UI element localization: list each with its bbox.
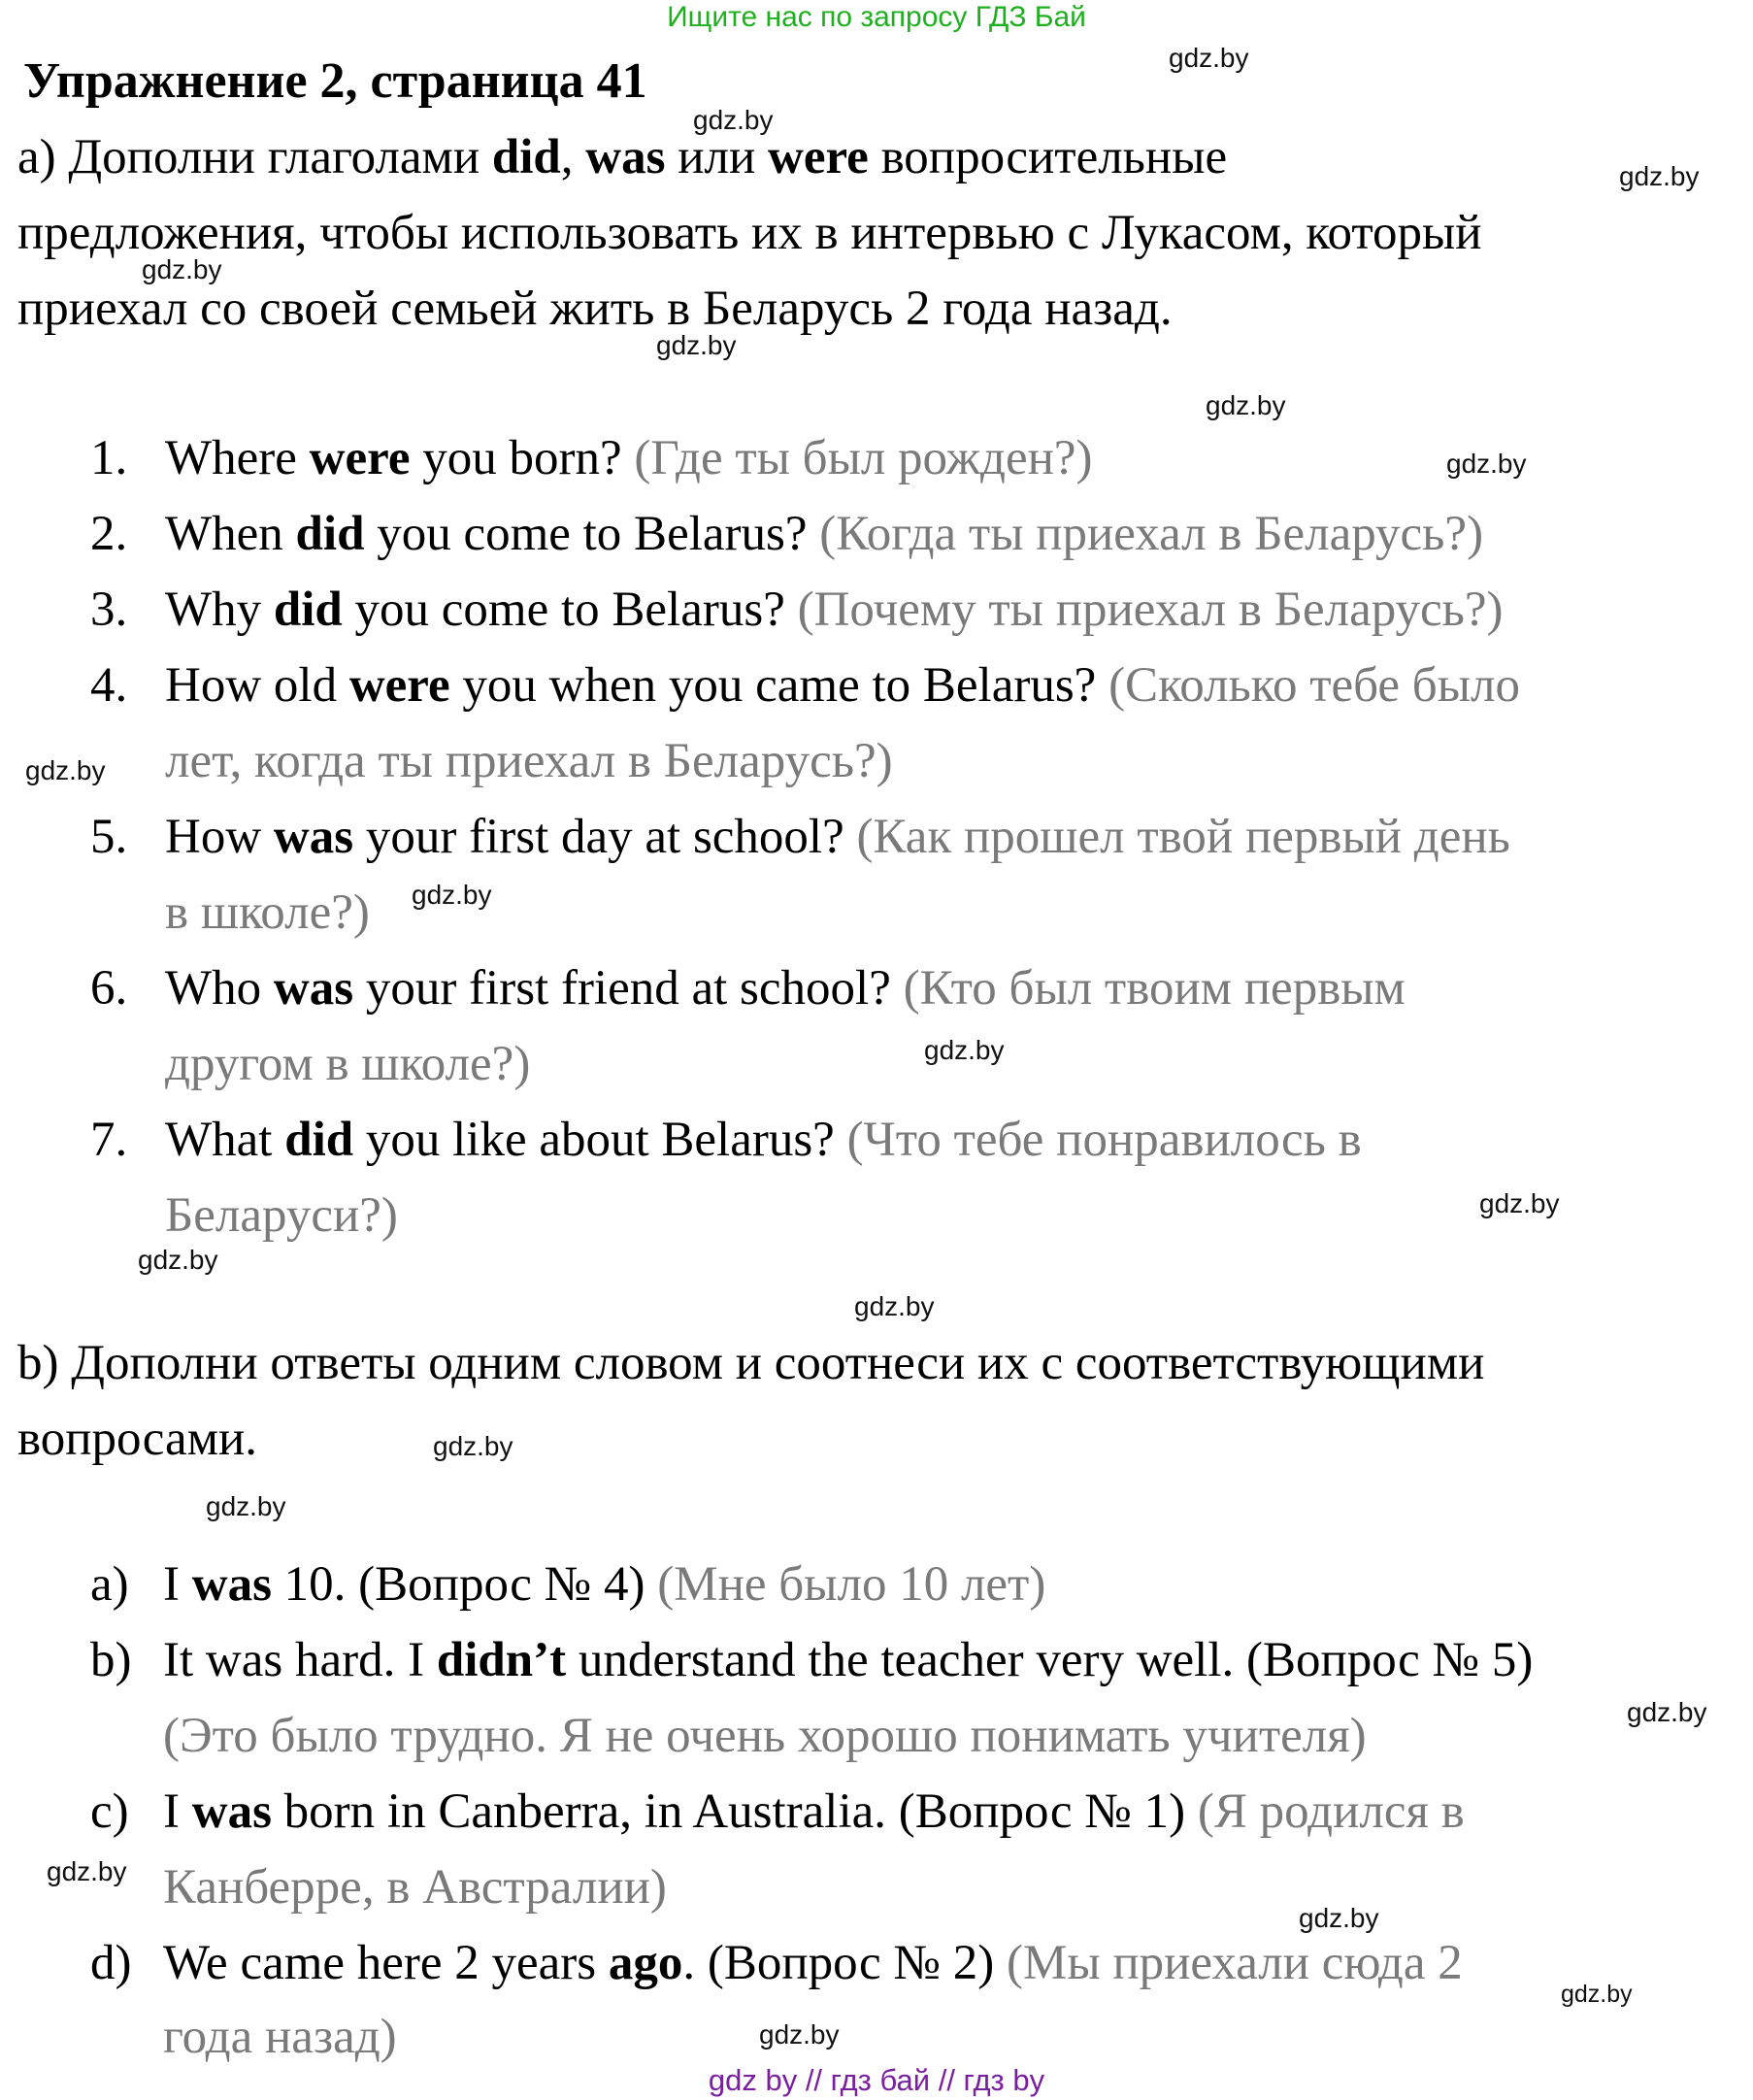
question-translation-cont: другом в школе?) bbox=[165, 1037, 531, 1091]
watermark: gdz.by bbox=[25, 755, 106, 785]
part-a-line-2: предложения, чтобы использовать их в интервью с Лукасом, который bbox=[17, 206, 1482, 260]
answer-letter: c) bbox=[90, 1784, 129, 1839]
question-item: How was your first day at school? (Как прошел твой первый день bbox=[165, 810, 1510, 864]
question-translation-cont: лет, когда ты приехал в Беларусь?) bbox=[165, 734, 893, 788]
question-number: 5. bbox=[90, 810, 128, 864]
answer-item: I was born in Canberra, in Australia. (Вопрос № 1) (Я родился в bbox=[163, 1784, 1465, 1839]
watermark: gdz.by bbox=[1299, 1903, 1379, 1933]
watermark: gdz.by bbox=[1206, 390, 1286, 420]
question-item: What did you like about Belarus? (Что тебе понравилось в bbox=[165, 1113, 1362, 1167]
footer-links[interactable]: gdz by // гдз бай // гдз by bbox=[708, 2063, 1045, 2097]
watermark: gdz.by bbox=[1627, 1697, 1707, 1727]
question-number: 7. bbox=[90, 1113, 128, 1167]
watermark: gdz.by bbox=[1619, 161, 1700, 191]
page-title: Упражнение 2, страница 41 bbox=[23, 53, 647, 109]
watermark: gdz.by bbox=[1479, 1188, 1560, 1218]
watermark: gdz.by bbox=[656, 330, 737, 360]
watermark: gdz.by bbox=[206, 1491, 286, 1521]
answer-letter: a) bbox=[90, 1557, 129, 1612]
question-item: Why did you come to Belarus? (Почему ты приехал в Беларусь?) bbox=[165, 583, 1504, 637]
watermark: gdz.by bbox=[1561, 1981, 1633, 2008]
question-number: 6. bbox=[90, 961, 128, 1016]
question-number: 3. bbox=[90, 583, 128, 637]
answer-letter: d) bbox=[90, 1936, 132, 1990]
answer-letter: b) bbox=[90, 1633, 132, 1687]
watermark: gdz.by bbox=[412, 880, 492, 910]
answer-item: It was hard. I didn’t understand the teacher very well. (Вопрос № 5) bbox=[163, 1633, 1534, 1687]
watermark: gdz.by bbox=[854, 1291, 935, 1321]
part-a-line-3: приехал со своей семьей жить в Беларусь 2 года назад. bbox=[17, 282, 1173, 336]
part-b-line-1: b) Дополни ответы одним словом и соотнеси их с соответствующими bbox=[17, 1336, 1485, 1390]
watermark: gdz.by bbox=[1446, 449, 1527, 479]
watermark: gdz.by bbox=[433, 1431, 513, 1461]
watermark: gdz.by bbox=[924, 1035, 1005, 1065]
watermark: gdz.by bbox=[47, 1856, 127, 1886]
top-banner[interactable]: Ищите нас по запросу ГДЗ Бай bbox=[667, 1, 1086, 33]
answer-translation-cont: (Это было трудно. Я не очень хорошо понимать учителя) bbox=[163, 1709, 1367, 1763]
question-item: When did you come to Belarus? (Когда ты приехал в Беларусь?) bbox=[165, 507, 1484, 561]
question-translation-cont: Беларуси?) bbox=[165, 1188, 398, 1243]
watermark: gdz.by bbox=[138, 1245, 218, 1275]
question-item: Who was your first friend at school? (Кто был твоим первым bbox=[165, 961, 1406, 1016]
question-item: How old were you when you came to Belarus? (Сколько тебе было bbox=[165, 658, 1520, 713]
watermark: gdz.by bbox=[693, 105, 774, 135]
watermark: gdz.by bbox=[1169, 43, 1249, 73]
answer-item: I was 10. (Вопрос № 4) (Мне было 10 лет) bbox=[163, 1557, 1046, 1612]
part-a-line-1: a) Дополни глаголами did, was или were вопросительные bbox=[17, 130, 1228, 184]
watermark: gdz.by bbox=[759, 2019, 840, 2050]
question-number: 2. bbox=[90, 507, 128, 561]
answer-item: We came here 2 years ago. (Вопрос № 2) (Мы приехали сюда 2 bbox=[163, 1936, 1463, 1990]
question-number: 4. bbox=[90, 658, 128, 713]
watermark: gdz.by bbox=[142, 254, 222, 284]
question-item: Where were you born? (Где ты был рожден?) bbox=[165, 431, 1093, 485]
part-b-line-2: вопросами. bbox=[17, 1412, 258, 1466]
answer-translation-cont: года назад) bbox=[163, 2010, 397, 2064]
question-translation-cont: в школе?) bbox=[165, 885, 370, 940]
answer-translation-cont: Канберре, в Австралии) bbox=[163, 1860, 667, 1915]
question-number: 1. bbox=[90, 431, 128, 485]
